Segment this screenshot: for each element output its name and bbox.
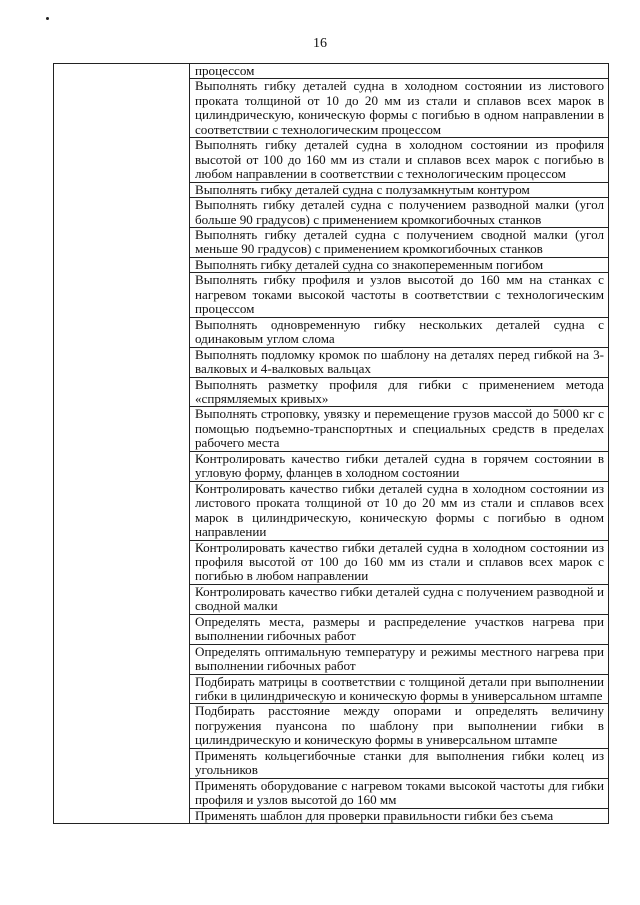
table-cell: Выполнять гибку профиля и узлов высотой до 160 мм на станках с нагревом токами высокой частоты в соответствии с технологическим процессом	[190, 273, 609, 317]
table-cell: Применять оборудование с нагревом токами высокой частоты для гибки профиля и узлов высотой до 160 мм	[190, 778, 609, 808]
table-cell: Контролировать качество гибки деталей судна в холодном состоянии из листового проката толщиной от 10 до 20 мм из стали и сплавов всех марок в цилиндрическую, коническую формы с погибью в одном направлении	[190, 481, 609, 540]
table-cell: Контролировать качество гибки деталей судна в холодном состоянии из профиля высотой от 100 до 160 мм из стали и сплавов всех марок с погибью в любом направлении	[190, 540, 609, 584]
table-cell: Контролировать качество гибки деталей судна в горячем состоянии в угловую форму, фланцев в холодном состоянии	[190, 451, 609, 481]
table-cell: Выполнять гибку деталей судна с полузамкнутым контуром	[190, 182, 609, 197]
table-cell: Определять оптимальную температуру и режимы местного нагрева при выполнении гибочных работ	[190, 644, 609, 674]
table-cell: Выполнять одновременную гибку нескольких деталей судна с одинаковым углом слома	[190, 317, 609, 347]
table-row	[54, 64, 609, 79]
left-column-cell	[54, 64, 190, 824]
table-cell: Подбирать расстояние между опорами и определять величину погружения пуансона по шаблону при выполнении гибки в цилиндрическую и коническую формы в универсальном штампе	[190, 704, 609, 748]
table-cell: Выполнять подломку кромок по шаблону на деталях перед гибкой на 3-валковых и 4-валковых вальцах	[190, 347, 609, 377]
table-cell: Применять шаблон для проверки правильности гибки без съема	[190, 808, 609, 823]
table-cell: Выполнять разметку профиля для гибки с применением метода «спрямляемых кривых»	[190, 377, 609, 407]
table-cell: Выполнять гибку деталей судна в холодном состоянии из листового проката толщиной от 10 до 20 мм из стали и сплавов всех марок в цилиндрическую, коническую формы с погибью в одном направлении в соответствии с технологическим процессом	[190, 79, 609, 138]
table-cell: Выполнять гибку деталей судна в холодном состоянии из профиля высотой от 100 до 160 мм из стали и сплавов всех марок с погибью в любом направлении в соответствии с технологическим процессом	[190, 138, 609, 182]
table-cell: Контролировать качество гибки деталей судна с получением разводной и сводной малки	[190, 584, 609, 614]
table-cell: Выполнять гибку деталей судна со знакопеременным погибом	[190, 257, 609, 272]
table-cell: Выполнять гибку деталей судна с получением сводной малки (угол меньше 90 градусов) с применением кромкогибочных станков	[190, 227, 609, 257]
table-cell: Определять места, размеры и распределение участков нагрева при выполнении гибочных работ	[190, 614, 609, 644]
table-cell: Выполнять гибку деталей судна с получением разводной малки (угол больше 90 градусов) с применением кромкогибочных станков	[190, 198, 609, 228]
table-cell: Подбирать матрицы в соответствии с толщиной детали при выполнении гибки в цилиндрическую и коническую формы в универсальном штампе	[190, 674, 609, 704]
table-cell: процессом	[190, 64, 609, 79]
skills-table-body	[54, 64, 609, 824]
table-cell: Выполнять строповку, увязку и перемещение грузов массой до 5000 кг с помощью подъемно-транспортных и специальных средств в пределах рабочего места	[190, 407, 609, 451]
page-number: 16	[313, 36, 327, 51]
scan-speck	[46, 17, 49, 20]
page-bottom-margin	[0, 876, 640, 905]
skills-table	[53, 63, 609, 824]
table-cell: Применять кольцегибочные станки для выполнения гибки колец из угольников	[190, 748, 609, 778]
